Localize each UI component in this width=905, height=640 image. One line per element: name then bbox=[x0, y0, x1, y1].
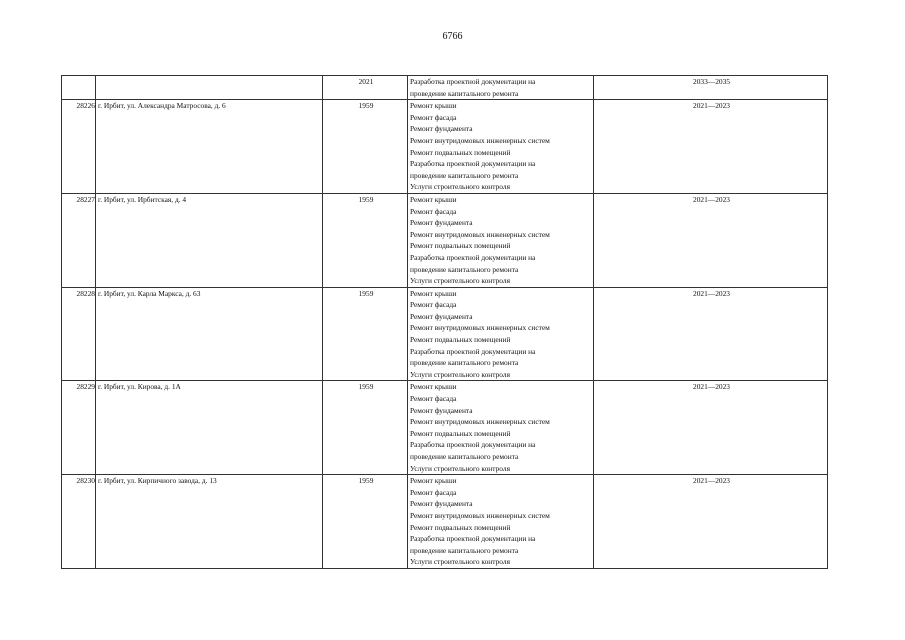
row-number: 28226 bbox=[62, 100, 96, 194]
work-item: Ремонт подвальных помещений bbox=[410, 147, 511, 157]
table-body bbox=[62, 76, 828, 569]
address-cell: г. Ирбит, ул. Карла Маркса, д. 63 bbox=[96, 287, 323, 381]
work-item: проведение капитального ремонта bbox=[410, 170, 519, 180]
repair-schedule-table bbox=[61, 75, 828, 569]
address-cell bbox=[96, 76, 323, 100]
work-item: Ремонт внутридомовых инженерных систем bbox=[410, 135, 550, 145]
period-cell: 2021—2023 bbox=[594, 381, 828, 475]
table-row bbox=[62, 76, 828, 100]
year-cell: 1959 bbox=[323, 100, 408, 194]
work-item: Ремонт внутридомовых инженерных систем bbox=[410, 323, 550, 333]
work-item: Ремонт фасада bbox=[410, 487, 457, 497]
work-item: Услуги строительного контроля bbox=[410, 182, 510, 192]
work-item: проведение капитального ремонта bbox=[410, 88, 519, 98]
period-cell: 2021—2023 bbox=[594, 475, 828, 569]
work-item: Услуги строительного контроля bbox=[410, 463, 510, 473]
work-item: Ремонт крыши bbox=[410, 101, 457, 111]
work-item: Ремонт крыши bbox=[410, 194, 457, 204]
work-item: Услуги строительного контроля bbox=[410, 369, 510, 379]
year-cell: 1959 bbox=[323, 475, 408, 569]
address-cell: г. Ирбит, ул. Кирова, д. 1А bbox=[96, 381, 323, 475]
works-cell bbox=[408, 100, 594, 194]
address-cell: г. Ирбит, ул. Ирбитская, д. 4 bbox=[96, 193, 323, 287]
work-item: Разработка проектной документации на bbox=[410, 440, 536, 450]
table-row bbox=[62, 475, 828, 569]
row-number: 28229 bbox=[62, 381, 96, 475]
work-item: Ремонт подвальных помещений bbox=[410, 241, 511, 251]
work-item: Разработка проектной документации на bbox=[410, 534, 536, 544]
work-item: Разработка проектной документации на bbox=[410, 159, 536, 169]
row-number: 28227 bbox=[62, 193, 96, 287]
table-row bbox=[62, 287, 828, 381]
year-cell: 1959 bbox=[323, 193, 408, 287]
works-cell bbox=[408, 193, 594, 287]
year-cell: 2021 bbox=[323, 76, 408, 100]
work-item: Ремонт внутридомовых инженерных систем bbox=[410, 417, 550, 427]
period-cell: 2021—2023 bbox=[594, 193, 828, 287]
work-item: проведение капитального ремонта bbox=[410, 358, 519, 368]
period-cell: 2021—2023 bbox=[594, 287, 828, 381]
work-item: Ремонт подвальных помещений bbox=[410, 428, 511, 438]
work-item: Ремонт фундамента bbox=[410, 124, 473, 134]
work-item: Ремонт фундамента bbox=[410, 218, 473, 228]
work-item: проведение капитального ремонта bbox=[410, 264, 519, 274]
row-number bbox=[62, 76, 96, 100]
address-cell: г. Ирбит, ул. Кирпичного завода, д. 13 bbox=[96, 475, 323, 569]
period-cell: 2033—2035 bbox=[594, 76, 828, 100]
work-item: Ремонт фасада bbox=[410, 206, 457, 216]
period-cell: 2021—2023 bbox=[594, 100, 828, 194]
work-item: проведение капитального ремонта bbox=[410, 452, 519, 461]
work-item: Ремонт фундамента bbox=[410, 499, 473, 509]
work-item: Ремонт фасада bbox=[410, 394, 457, 404]
work-item: Услуги строительного контроля bbox=[410, 557, 510, 567]
table-row bbox=[62, 193, 828, 287]
table-row bbox=[62, 381, 828, 475]
work-item: Ремонт внутридомовых инженерных систем bbox=[410, 510, 550, 520]
work-item: Ремонт крыши bbox=[410, 382, 457, 392]
page-number: 6766 bbox=[442, 31, 463, 42]
work-item: Разработка проектной документации на bbox=[410, 77, 536, 86]
work-item: Ремонт фундамента bbox=[410, 405, 473, 415]
address-cell: г. Ирбит, ул. Александра Матросова, д. 6 bbox=[96, 100, 323, 194]
table-row bbox=[62, 100, 828, 194]
work-item: Ремонт внутридомовых инженерных систем bbox=[410, 229, 550, 239]
work-item: Услуги строительного контроля bbox=[410, 276, 510, 286]
work-item: Ремонт подвальных помещений bbox=[410, 522, 511, 532]
work-item: Ремонт крыши bbox=[410, 476, 457, 486]
works-cell bbox=[408, 381, 594, 475]
year-cell: 1959 bbox=[323, 287, 408, 381]
works-cell bbox=[408, 475, 594, 569]
work-item: Ремонт подвальных помещений bbox=[410, 335, 511, 345]
row-number: 28228 bbox=[62, 287, 96, 381]
row-number: 28230 bbox=[62, 475, 96, 569]
work-item: Ремонт фасада bbox=[410, 112, 457, 122]
year-cell: 1959 bbox=[323, 381, 408, 475]
work-item: Ремонт фасада bbox=[410, 300, 457, 310]
work-item: Ремонт крыши bbox=[410, 288, 457, 298]
work-item: Ремонт фундамента bbox=[410, 311, 473, 321]
work-item: Разработка проектной документации на bbox=[410, 346, 536, 356]
work-item: Разработка проектной документации на bbox=[410, 252, 536, 262]
works-cell bbox=[408, 287, 594, 381]
works-cell bbox=[408, 76, 594, 100]
work-item: проведение капитального ремонта bbox=[410, 545, 519, 555]
